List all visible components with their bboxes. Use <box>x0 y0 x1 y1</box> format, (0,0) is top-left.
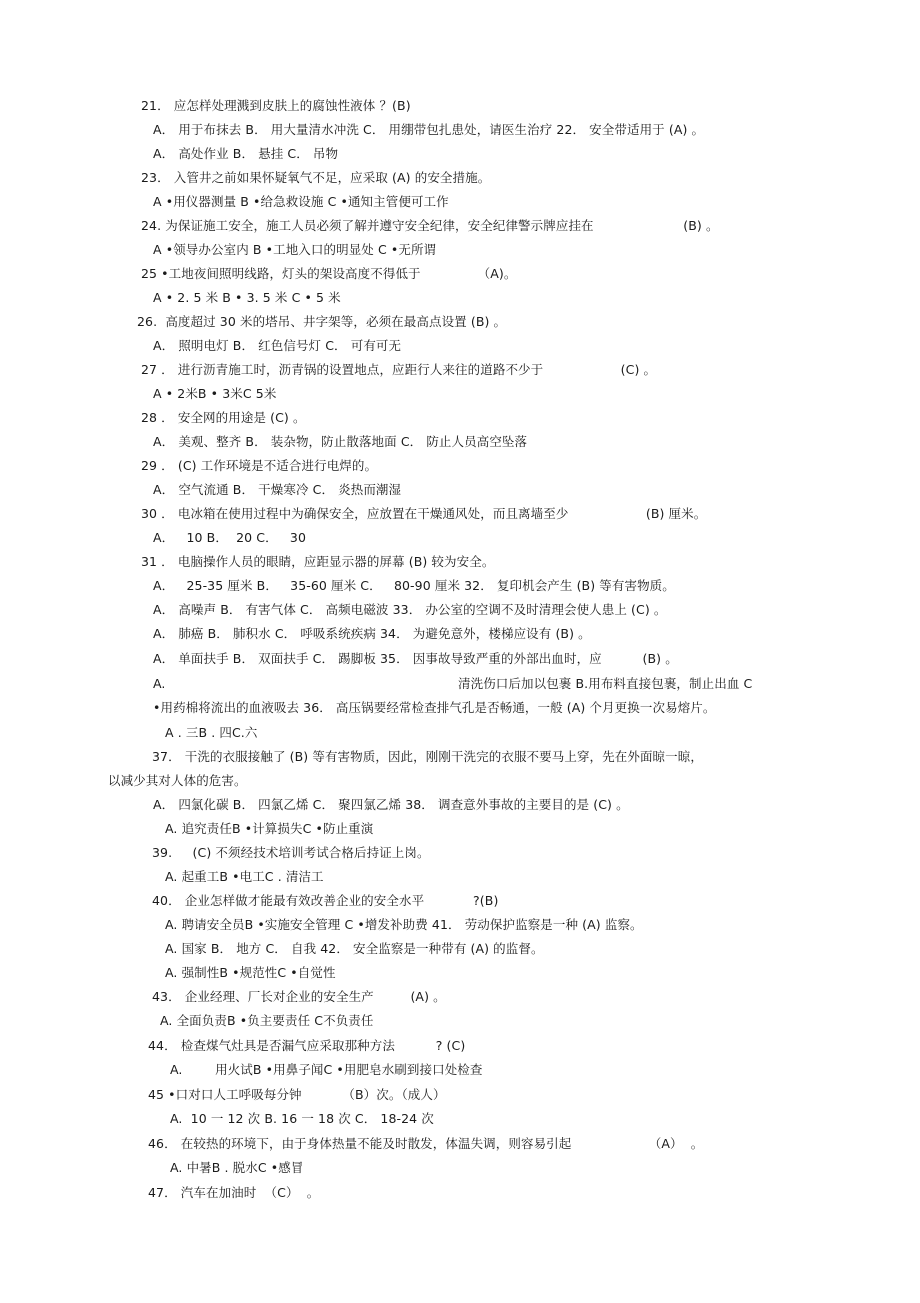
options-43: A. 全面负责B •负主要责任 C不负责任 <box>160 1013 374 1028</box>
options-37-question-38: A． 四氯化碳 B． 四氯乙烯 C． 聚四氯乙烯 38． 调查意外事故的主要目的是 (C) 。 <box>153 797 629 812</box>
question-40: 40． 企业怎样做才能最有效改善企业的安全水平 ?(B) <box>152 893 499 908</box>
question-30: 30 ． 电冰箱在使用过程中为确保安全，应放置在干燥通风处，而且离墙至少 (B) 厘米。 <box>141 506 707 521</box>
options-42: A. 强制性B •规范性C •自觉性 <box>165 965 336 980</box>
question-43: 43． 企业经理、厂长对企业的安全生产 (A) 。 <box>152 989 446 1004</box>
options-31-question-32: A． 25-35 厘米 B． 35-60 厘米 C． 80-90 厘米 32． 复印机会产生 (B) 等有害物质。 <box>153 578 675 593</box>
question-45: 45 •口对口人工呼吸每分钟 （B）次。（成人） <box>148 1087 446 1102</box>
question-21: 21． 应怎样处理溅到皮肤上的腐蚀性液体 ？(B) <box>141 98 411 113</box>
option-35-a-label: A. <box>153 676 166 691</box>
options-41-question-42: A. 国家 B． 地方 C． 自我 42． 安全监察是一种带有 (A) 的监督。 <box>165 941 544 956</box>
question-31: 31 ． 电脑操作人员的眼睛，应距显示器的屏幕 (B) 较为安全。 <box>141 554 495 569</box>
question-39: 39. (C) 不须经技术培训考试合格后持证上岗。 <box>152 845 430 860</box>
options-33-question-34: A． 肺癌 B． 肺积水 C． 呼吸系统疾病 34． 为避免意外，楼梯应设有 (B) 。 <box>153 626 591 641</box>
question-37: 37． 干洗的衣服接触了 (B) 等有害物质，因此，刚刚干洗完的衣服不要马上穿，先在外面晾一晾， <box>152 749 703 764</box>
question-26: 26. 高度超过 30 米的塔吊、井字架等，必须在最高点设置 (B) 。 <box>137 314 507 329</box>
question-37-continued: 以减少其对人体的危害。 <box>108 773 247 788</box>
options-34-question-35: A． 单面扶手 B． 双面扶手 C． 踢脚板 35． 因事故导致严重的外部出血时，应 (B) 。 <box>153 651 678 666</box>
options-40-question-41: A. 聘请安全员B •实施安全管理 C •增发补助费 41． 劳动保护监察是一种 (A) 监察。 <box>165 917 643 932</box>
options-44: A. 用火试B •用鼻子闻C •用肥皂水刷到接口处检查 <box>170 1062 483 1077</box>
option-35-c-question-36: •用药棉将流出的血液吸去 36． 高压锅要经常检查排气孔是否畅通，一般 (A) 个月更换一次易熔片。 <box>153 700 716 715</box>
options-46: A. 中暑B . 脱水C •感冒 <box>170 1160 304 1175</box>
question-23: 23． 入管井之前如果怀疑氧气不足，应采取 (A) 的安全措施。 <box>141 170 491 185</box>
options-26: A． 照明电灯 B． 红色信号灯 C． 可有可无 <box>153 338 402 353</box>
options-22: A． 高处作业 B． 悬挂 C． 吊物 <box>153 146 339 161</box>
options-36: A . 三B . 四C.六 <box>165 725 258 740</box>
options-29: A． 空气流通 B． 干燥寒冷 C． 炎热而潮湿 <box>153 482 402 497</box>
question-28: 28 ． 安全网的用途是 (C) 。 <box>141 410 306 425</box>
question-25: 25 •工地夜间照明线路，灯头的架设高度不得低于 （A)。 <box>141 266 517 281</box>
options-38: A. 追究责任B •计算损失C •防止重演 <box>165 821 374 836</box>
question-29: 29 ． (C) 工作环境是不适合进行电焊的。 <box>141 458 378 473</box>
options-32-question-33: A． 高噪声 B． 有害气体 C． 高频电磁波 33． 办公室的空调不及时清理会使人患上 (C) 。 <box>153 602 667 617</box>
options-23: A •用仪器测量 B •给急救设施 C •通知主管便可工作 <box>153 194 449 209</box>
options-35-text: 清洗伤口后加以包裹 B.用布料直接包裹，制止出血 C <box>458 676 753 691</box>
question-46: 46． 在较热的环境下，由于身体热量不能及时散发，体温失调，则容易引起 （A） 。 <box>148 1136 704 1151</box>
options-24: A •领导办公室内 B •工地入口的明显处 C •无所谓 <box>153 242 437 257</box>
options-28: A． 美观、整齐 B． 装杂物，防止散落地面 C． 防止人员高空坠落 <box>153 434 528 449</box>
question-27: 27 ． 进行沥青施工时，沥青锅的设置地点，应距行人来往的道路不少于 (C) 。 <box>141 362 657 377</box>
options-45: A. 10 一 12 次 B. 16 一 18 次 C． 18-24 次 <box>170 1111 434 1126</box>
question-47: 47． 汽车在加油时 （C） 。 <box>148 1185 320 1200</box>
options-30: A． 10 B． 20 C． 30 <box>153 530 307 545</box>
options-25: A • 2. 5 米 B • 3. 5 米 C • 5 米 <box>153 290 341 305</box>
question-24: 24. 为保证施工安全，施工人员必须了解并遵守安全纪律，安全纪律警示牌应挂在 (B) 。 <box>141 218 719 233</box>
options-21-question-22: A． 用于布抹去 B． 用大量清水冲洗 C． 用绷带包扎患处，请医生治疗 22． 安全带适用于 (A) 。 <box>153 122 705 137</box>
question-44: 44． 检查煤气灶具是否漏气应采取那种方法 ? (C) <box>148 1038 466 1053</box>
options-39: A. 起重工B •电工C . 清洁工 <box>165 869 324 884</box>
options-27: A • 2米B • 3米C 5米 <box>153 386 277 401</box>
